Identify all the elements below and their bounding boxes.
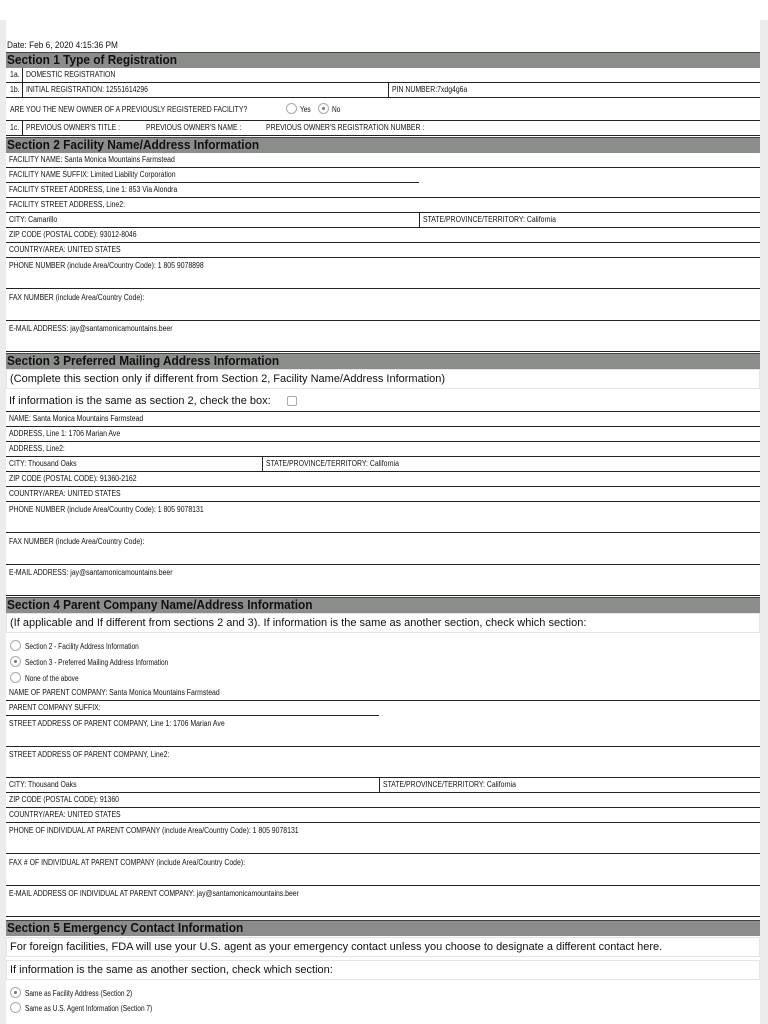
parent-same-section-2-radio[interactable]	[10, 640, 21, 651]
parent-email: E-MAIL ADDRESS OF INDIVIDUAL AT PARENT COMPANY: jay@santamonicamountains.beer	[6, 886, 760, 917]
facility-address-2: FACILITY STREET ADDRESS, Line2:	[6, 198, 760, 213]
parent-country: COUNTRY/AREA: UNITED STATES	[6, 808, 760, 823]
parent-address-1: STREET ADDRESS OF PARENT COMPANY, Line 1: 1706 Marian Ave	[6, 716, 760, 747]
row-new-owner: ARE YOU THE NEW OWNER OF A PREVIOUSLY REGISTERED FACILITY? Yes No	[6, 98, 760, 121]
parent-phone: PHONE OF INDIVIDUAL AT PARENT COMPANY (include Area/Country Code): 1 805 9078131	[6, 823, 760, 854]
registration-page: Date: Feb 6, 2020 4:15:36 PM Section 1 Type of Registration 1a. DOMESTIC REGISTRATION 1b. INITIAL REGISTRATION: 12551614296 PIN NUMBER:7xdg4g6a ARE YOU THE NEW OWNER OF A PREVIOUSLY REGISTERED FACILITY? Yes No 1c. PREVIOUS OWNER'S TITLE : PREVIOUS OWNER'S NAME : PREVIOUS OWNER'S REGISTRATION NUMBER : Section 2 Facility Name/Address Information FACILITY NAME: Santa Monica Mountains Farmstead FACILITY NAME SUFFIX: Limited Liability Corporation FACILITY STREET ADDRESS, Line 1: 853 Via Alondra FACILITY STREET ADDRESS, Line2: CITY: Camarillo STATE/PROVINCE/TERRITORY: California ZIP CODE (POSTAL CODE): 93012-8046 COUNTRY/AREA: UNITED STATES PHONE NUMBER (include Area/Country Code): 1 805 9078898 FAX NUMBER (include Area/Country Code): E-MAIL ADDRESS: jay@santamonicamountains.beer Section 3 Preferred Mailing Address Information (Complete this section only if different from Section 2, Facility Name/Address Information) If information is the same as section 2, check the box: NAME: Santa Monica Mountains Farmstead ADDRESS, Line 1: 1706 Marian Ave ADDRESS, Line2: CITY: Thousand Oaks STATE/PROVINCE/TERRITORY: California ZIP CODE (POSTAL CODE): 91360-2162 COUNTRY/AREA: UNITED STATES PHONE NUMBER (include Area/Country Code): 1 805 9078131 FAX NUMBER (include Area/Country Code): E-MAIL ADDRESS: jay@santamonicamountains.beer Section 4 Parent Company Name/Address Information (If applicable and If different from sections 2 and 3). If information is the same as another section, check which section: Section 2 - Facility Address Information Section 3 - Preferred Mailing Address Information None of the above NAME OF PARENT COMPANY: Santa Monica Mountains Farmstead PARENT COMPANY SUFFIX: STREET ADDRESS OF PARENT COMPANY, Line 1: 1706 Marian Ave STREET ADDRESS OF PARENT COMPANY, Line2: CITY: Thousand Oaks STATE/PROVINCE/TERRITORY: California ZIP CODE (POSTAL CODE): 91360 COUNTRY/AREA: UNITED STATES PHONE OF INDIVIDUAL AT PARENT COMPANY (include Area/Country Code): 1 805 9078131 FAX # OF INDIVIDUAL AT PARENT COMPANY (include Area/Country Code): E-MAIL ADDRESS OF INDIVIDUAL AT PARENT COMPANY: jay@santamonicamountains.beer Section 5 Emergency Contact Information For foreign facilities, FDA will use your U.S. agent as your emergency contact unless you choose to designate a different contact here. If information is the same as another section, check which section: Same as Facility Address (Section 2) Same as U.S. Agent Information (Section 7)	[6, 20, 760, 1024]
row-1b: 1b. INITIAL REGISTRATION: 12551614296 PIN NUMBER:7xdg4g6a	[6, 83, 760, 98]
section-3-header: Section 3 Preferred Mailing Address Information	[6, 353, 760, 369]
same-as-section-2-checkbox[interactable]	[287, 396, 297, 406]
facility-suffix: FACILITY NAME SUFFIX: Limited Liability Corporation	[6, 168, 419, 183]
mailing-phone: PHONE NUMBER (include Area/Country Code): 1 805 9078131	[6, 502, 760, 533]
facility-fax: FAX NUMBER (include Area/Country Code):	[6, 289, 760, 321]
row-1c: 1c. PREVIOUS OWNER'S TITLE : PREVIOUS OWNER'S NAME : PREVIOUS OWNER'S REGISTRATION NUMBER :	[6, 121, 760, 136]
pin-number: PIN NUMBER:7xdg4g6a	[392, 85, 468, 94]
facility-country: COUNTRY/AREA: UNITED STATES	[6, 243, 760, 258]
yes-radio[interactable]	[286, 103, 297, 114]
parent-fax: FAX # OF INDIVIDUAL AT PARENT COMPANY (include Area/Country Code):	[6, 854, 760, 886]
section-2-header: Section 2 Facility Name/Address Information	[6, 137, 760, 153]
parent-zip: ZIP CODE (POSTAL CODE): 91360	[6, 793, 760, 808]
facility-zip: ZIP CODE (POSTAL CODE): 93012-8046	[6, 228, 760, 243]
mailing-city: CITY: Thousand Oaks STATE/PROVINCE/TERRITORY: California	[6, 457, 760, 472]
mailing-zip: ZIP CODE (POSTAL CODE): 91360-2162	[6, 472, 760, 487]
parent-city: CITY: Thousand Oaks STATE/PROVINCE/TERRITORY: California	[6, 778, 760, 793]
section-5-same-note: If information is the same as another section, check which section:	[6, 960, 760, 980]
mailing-email: E-MAIL ADDRESS: jay@santamonicamountains.beer	[6, 565, 760, 596]
section-3-same-row: If information is the same as section 2, check the box:	[6, 390, 760, 412]
section-5-note: For foreign facilities, FDA will use your U.S. agent as your emergency contact unless you choose to designate a different contact here.	[6, 937, 760, 957]
facility-phone: PHONE NUMBER (include Area/Country Code): 1 805 9078898	[6, 258, 760, 289]
section-3-note: (Complete this section only if different from Section 2, Facility Name/Address Information)	[6, 369, 760, 389]
row-1a: 1a. DOMESTIC REGISTRATION	[6, 68, 760, 83]
section-1-header: Section 1 Type of Registration	[6, 52, 760, 68]
mailing-country: COUNTRY/AREA: UNITED STATES	[6, 487, 760, 502]
no-radio[interactable]	[318, 103, 329, 114]
parent-address-2: STREET ADDRESS OF PARENT COMPANY, Line2:	[6, 747, 760, 778]
parent-name: NAME OF PARENT COMPANY: Santa Monica Mountains Farmstead	[6, 686, 760, 701]
mailing-name: NAME: Santa Monica Mountains Farmstead	[6, 412, 760, 427]
emergency-same-facility-radio[interactable]	[10, 987, 21, 998]
section-4-note: (If applicable and If different from sections 2 and 3). If information is the same as another section, check which section:	[6, 613, 760, 633]
date-stamp: Date: Feb 6, 2020 4:15:36 PM	[7, 40, 118, 50]
parent-none-radio[interactable]	[10, 672, 21, 683]
mailing-address-1: ADDRESS, Line 1: 1706 Marian Ave	[6, 427, 760, 442]
document-viewer	[0, 20, 768, 1024]
emergency-same-us-agent-radio[interactable]	[10, 1002, 21, 1013]
facility-email: E-MAIL ADDRESS: jay@santamonicamountains.beer	[6, 321, 760, 352]
section-5-header: Section 5 Emergency Contact Information	[6, 920, 760, 936]
section-4-header: Section 4 Parent Company Name/Address Information	[6, 597, 760, 613]
facility-address-1: FACILITY STREET ADDRESS, Line 1: 853 Via Alondra	[6, 183, 760, 198]
mailing-address-2: ADDRESS, Line2:	[6, 442, 760, 457]
parent-same-section-3-radio[interactable]	[10, 656, 21, 667]
facility-name: FACILITY NAME: Santa Monica Mountains Farmstead	[6, 153, 760, 168]
facility-city: CITY: Camarillo STATE/PROVINCE/TERRITORY: California	[6, 213, 760, 228]
parent-suffix: PARENT COMPANY SUFFIX:	[6, 701, 379, 716]
mailing-fax: FAX NUMBER (include Area/Country Code):	[6, 533, 760, 565]
